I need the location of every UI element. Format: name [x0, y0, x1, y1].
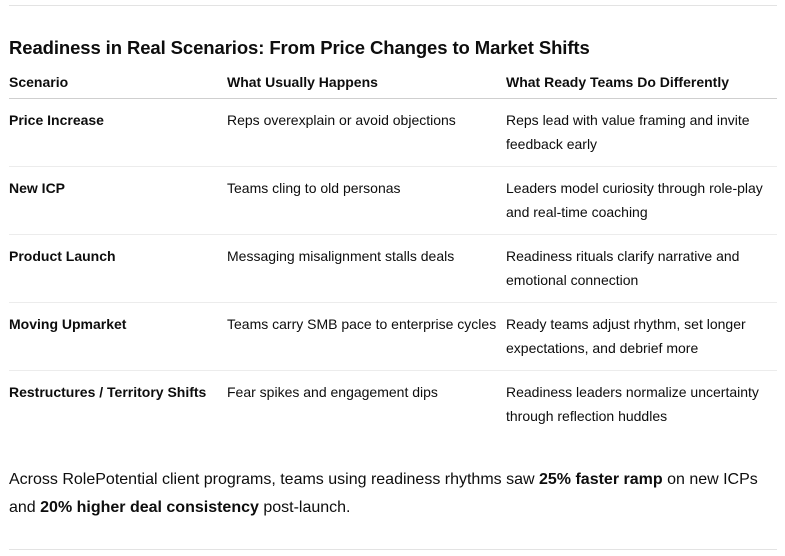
bottom-divider — [9, 549, 777, 550]
summary-paragraph — [9, 466, 777, 522]
ready-teams-cell: Readiness leaders normalize uncertainty through reflection huddles — [506, 384, 759, 424]
summary-text: Across RolePotential client programs, teams using readiness rhythms saw — [9, 471, 539, 488]
scenario-cell: Restructures / Territory Shifts — [9, 384, 207, 400]
summary-highlight-ramp: 25% faster ramp — [539, 471, 663, 488]
ready-teams-cell: Reps lead with value framing and invite feedback early — [506, 99, 777, 167]
table-row — [9, 303, 777, 371]
ready-teams-cell: Leaders model curiosity through role-play and real-time coaching — [506, 167, 777, 235]
summary-text: on new ICPs and — [9, 471, 758, 516]
summary-text: post-launch. — [258, 499, 351, 516]
scenarios-table — [9, 70, 777, 438]
column-header-scenario: Scenario — [9, 70, 227, 99]
table-row — [9, 167, 777, 235]
usually-happens-cell: Teams carry SMB pace to enterprise cycles — [227, 303, 506, 371]
column-header-usually-happens: What Usually Happens — [227, 70, 506, 99]
ready-teams-cell: Ready teams adjust rhythm, set longer expectations, and debrief more — [506, 303, 777, 371]
scenario-cell: New ICP — [9, 167, 227, 235]
summary-highlight-consistency: 20% higher deal consistency — [40, 499, 259, 516]
usually-happens-cell: Teams cling to old personas — [227, 167, 506, 235]
scenario-cell: Moving Upmarket — [9, 303, 227, 371]
scenario-cell: Product Launch — [9, 235, 227, 303]
usually-happens-cell: Messaging misalignment stalls deals — [227, 235, 506, 303]
column-header-ready-teams: What Ready Teams Do Differently — [506, 70, 777, 99]
ready-teams-cell: Readiness rituals clarify narrative and emotional connection — [506, 235, 777, 303]
section-heading: Readiness in Real Scenarios: From Price Changes to Market Shifts — [9, 37, 590, 58]
usually-happens-cell: Fear spikes and engagement dips — [227, 384, 438, 400]
table-row — [9, 371, 777, 439]
usually-happens-cell: Reps overexplain or avoid objections — [227, 99, 506, 167]
table-row — [9, 235, 777, 303]
table-row — [9, 99, 777, 167]
scenario-cell: Price Increase — [9, 99, 227, 167]
top-divider — [9, 5, 777, 6]
table-header-row — [9, 70, 777, 99]
